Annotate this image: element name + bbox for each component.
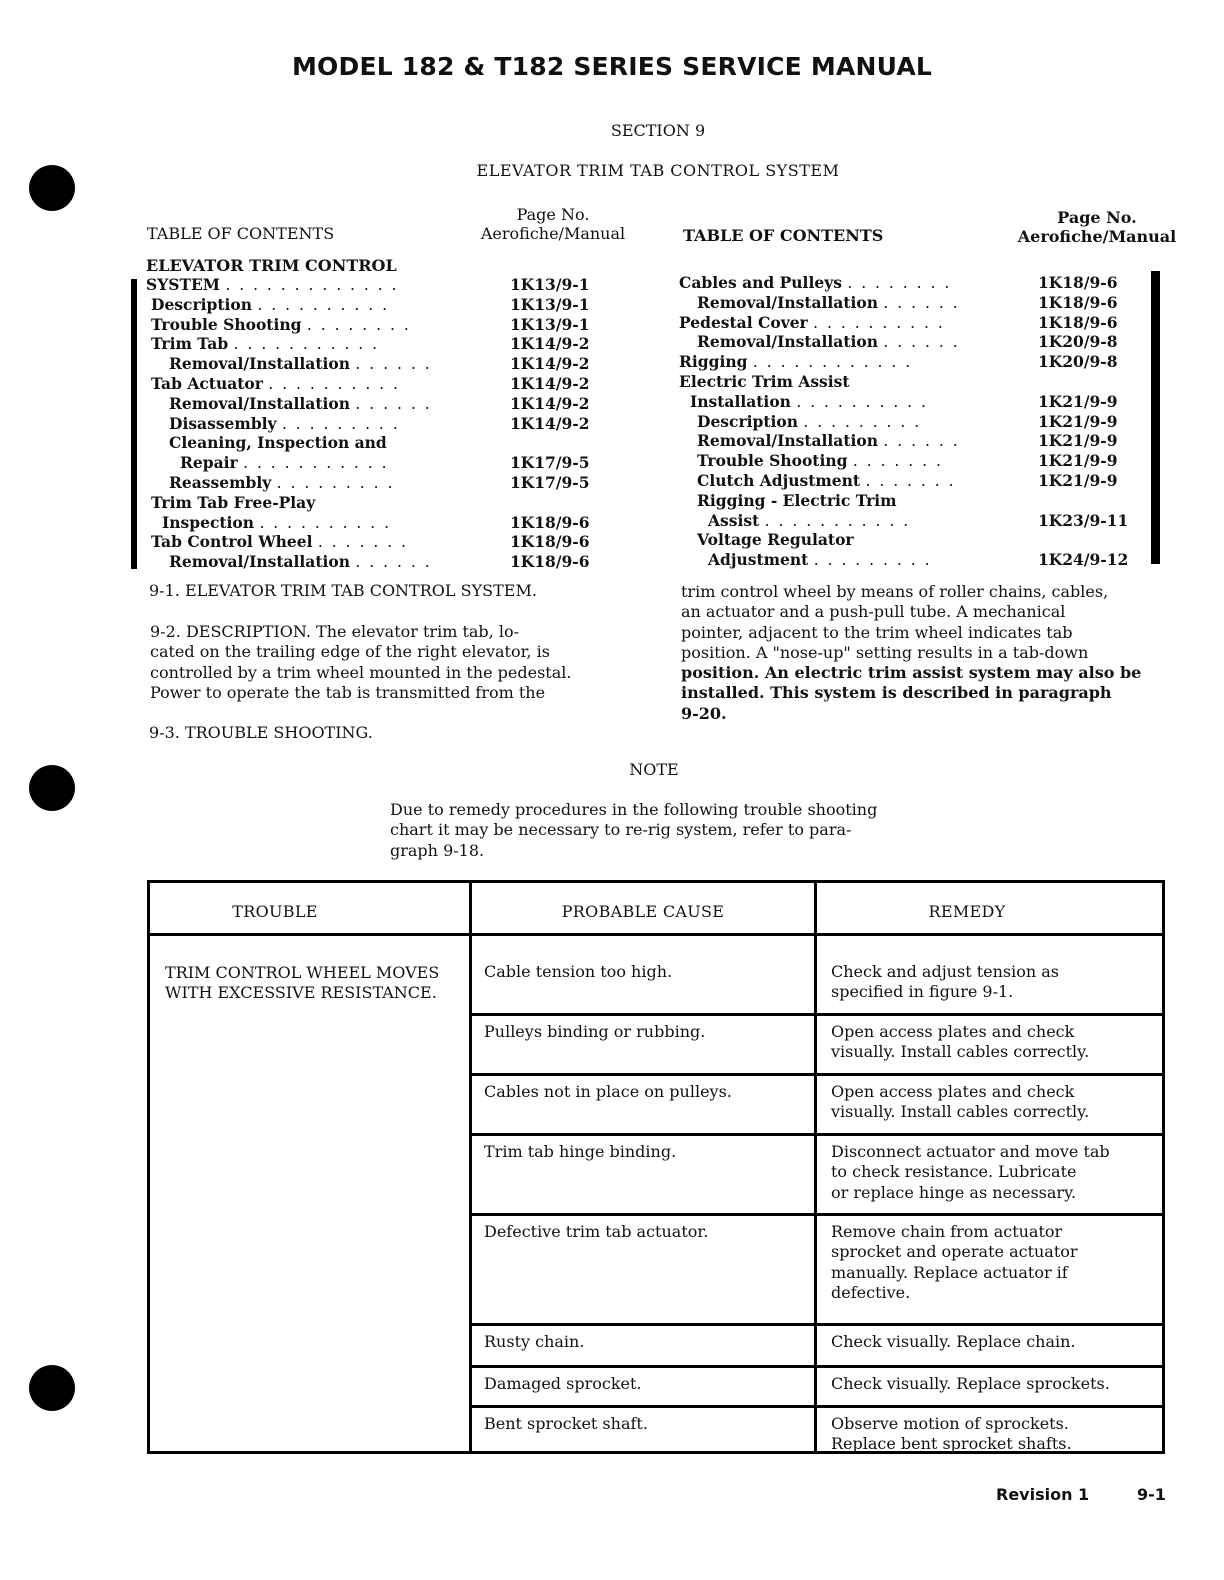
paragraph-line: Power to operate the tab is transmitted from the bbox=[150, 682, 546, 702]
paragraph-9-2 bbox=[150, 622, 571, 703]
toc-entry-label: Rigging - Electric Trim bbox=[697, 490, 897, 510]
table-header-probable-cause: PROBABLE CAUSE bbox=[561, 902, 725, 921]
toc-entry-label: Trouble Shooting bbox=[151, 314, 302, 334]
toc-entry bbox=[169, 414, 400, 434]
toc-leader-dots: . . . . . . . . . . . bbox=[764, 511, 911, 530]
toc-entry-page: 1K20/9-8 bbox=[1038, 352, 1118, 372]
toc-leader-dots: . . . . . . bbox=[883, 432, 960, 451]
toc-entry bbox=[697, 471, 956, 491]
toc-entry bbox=[169, 552, 432, 572]
note-line: chart it may be necessary to re-rig system, refer to para- bbox=[390, 820, 852, 840]
toc-entry-page: 1K14/9-2 bbox=[510, 413, 590, 433]
toc-leader-dots: . . . . . . . . . bbox=[813, 551, 932, 570]
toc-entry bbox=[679, 372, 850, 392]
paragraph-line: installed. This system is described in paragraph bbox=[681, 683, 1112, 703]
remedy-cell bbox=[831, 1082, 1089, 1123]
remedy-line: Replace bent sprocket shafts. bbox=[831, 1434, 1072, 1454]
paragraph-line: pointer, adjacent to the trim wheel indicates tab bbox=[681, 622, 1073, 642]
toc-leader-dots: . . . . . . . . . . . . . bbox=[225, 276, 399, 294]
remedy-line: Check visually. Replace chain. bbox=[831, 1332, 1076, 1351]
cause-line: Rusty chain. bbox=[484, 1332, 585, 1351]
remedy-line: visually. Install cables correctly. bbox=[831, 1042, 1090, 1062]
toc-entry bbox=[169, 433, 387, 453]
paragraph-9-2-continued bbox=[681, 582, 1141, 724]
toc-entry-label: Removal/Installation bbox=[697, 332, 879, 352]
toc-entry-page: 1K13/9-1 bbox=[510, 275, 590, 294]
toc-entry-label: Removal/Installation bbox=[697, 292, 879, 312]
toc-entry-page: 1K14/9-2 bbox=[510, 374, 590, 393]
remedy-line: Open access plates and check bbox=[831, 1022, 1075, 1041]
table-row-divider bbox=[469, 1133, 1162, 1136]
trouble-cell bbox=[165, 963, 439, 1004]
toc-entry-label: Assist bbox=[708, 510, 760, 530]
table-header-divider bbox=[150, 933, 1162, 936]
probable-cause-cell bbox=[484, 1142, 676, 1162]
remedy-cell bbox=[831, 1022, 1089, 1063]
toc-entry-label: Rigging bbox=[679, 352, 748, 372]
toc-entry bbox=[151, 532, 408, 552]
toc-entry bbox=[151, 295, 389, 315]
toc-entry-label: Tab Actuator bbox=[151, 374, 263, 393]
table-row-divider bbox=[469, 1365, 1162, 1368]
toc-group-title: ELEVATOR TRIM CONTROL bbox=[146, 256, 397, 275]
toc-entry-page: 1K23/9-11 bbox=[1038, 510, 1129, 530]
toc-entry-page: 1K21/9-9 bbox=[1038, 411, 1118, 431]
toc-leader-dots: . . . . . . . . bbox=[847, 274, 952, 292]
toc-entry-label: Trouble Shooting bbox=[697, 451, 848, 471]
paragraph-line: 9-2. DESCRIPTION. The elevator trim tab, lo- bbox=[150, 622, 519, 641]
toc-leader-dots: . . . . . . . . . . bbox=[257, 295, 390, 314]
remedy-line: sprocket and operate actuator bbox=[831, 1242, 1078, 1262]
page-heading-line1: Page No. bbox=[516, 205, 590, 224]
table-row-divider bbox=[469, 1323, 1162, 1326]
revision-bar-left bbox=[131, 279, 137, 569]
revision-bar-right bbox=[1151, 271, 1160, 564]
manual-title: MODEL 182 & T182 SERIES SERVICE MANUAL bbox=[291, 52, 933, 81]
remedy-line: to check resistance. Lubricate bbox=[831, 1162, 1077, 1182]
paragraph-9-1-heading: 9-1. ELEVATOR TRIM TAB CONTROL SYSTEM. bbox=[149, 581, 537, 600]
toc-entry-page: 1K21/9-9 bbox=[1038, 431, 1118, 451]
toc-entry bbox=[697, 332, 960, 352]
toc-entry-label: Removal/Installation bbox=[169, 393, 351, 413]
toc-entry-page: 1K18/9-6 bbox=[1038, 273, 1118, 292]
cause-line: Cables not in place on pulleys. bbox=[484, 1082, 732, 1101]
toc-entry-page: 1K21/9-9 bbox=[1038, 471, 1118, 490]
toc-leader-dots: . . . . . . . . . . bbox=[813, 313, 945, 332]
revision-label: Revision 1 bbox=[996, 1485, 1090, 1504]
toc-entry-page: 1K17/9-5 bbox=[510, 453, 590, 473]
remedy-line: manually. Replace actuator if bbox=[831, 1262, 1068, 1282]
note-line: graph 9-18. bbox=[390, 840, 485, 860]
remedy-cell bbox=[831, 1222, 1078, 1303]
remedy-line: Check and adjust tension as bbox=[831, 962, 1060, 981]
toc-entry bbox=[169, 394, 432, 414]
remedy-cell bbox=[831, 1414, 1072, 1455]
table-header-remedy: REMEDY bbox=[928, 902, 1006, 921]
toc-leader-dots: . . . . . . bbox=[355, 355, 432, 374]
cause-line: Pulleys binding or rubbing. bbox=[484, 1022, 706, 1041]
paragraph-line: cated on the trailing edge of the right elevator, is bbox=[150, 642, 550, 662]
toc-leader-dots: . . . . . . . . . bbox=[803, 412, 922, 431]
toc-entry-page: 1K14/9-2 bbox=[510, 354, 590, 374]
toc-entry bbox=[690, 392, 928, 412]
toc-entry-label: Description bbox=[697, 411, 799, 431]
toc-heading-right: TABLE OF CONTENTS bbox=[683, 226, 884, 245]
probable-cause-cell bbox=[484, 1414, 648, 1434]
toc-entry-label: Inspection bbox=[162, 512, 255, 532]
toc-entry-page: 1K13/9-1 bbox=[510, 314, 590, 334]
toc-entry bbox=[679, 273, 951, 293]
remedy-cell bbox=[831, 1142, 1110, 1203]
toc-leader-dots: . . . . . . . bbox=[852, 452, 943, 471]
binder-hole-bottom bbox=[29, 1365, 75, 1411]
toc-entry-page: 1K18/9-6 bbox=[510, 532, 590, 552]
page-number: 9-1 bbox=[1137, 1485, 1166, 1504]
remedy-line: specified in figure 9-1. bbox=[831, 982, 1014, 1002]
toc-entry-label: Removal/Installation bbox=[697, 431, 879, 451]
note-line: Due to remedy procedures in the following trouble shooting bbox=[390, 800, 878, 819]
toc-entry-label: Cables and Pulleys bbox=[679, 273, 842, 292]
toc-entry-label: Electric Trim Assist bbox=[679, 372, 850, 391]
paragraph-line: 9-20. bbox=[681, 703, 727, 723]
toc-entry bbox=[697, 451, 943, 471]
toc-entry-page: 1K17/9-5 bbox=[510, 473, 590, 492]
cause-line: Cable tension too high. bbox=[484, 962, 673, 981]
remedy-cell bbox=[831, 962, 1059, 1003]
toc-leader-dots: . . . . . . . . . . . bbox=[243, 454, 389, 473]
paragraph-line: trim control wheel by means of roller chains, cables, bbox=[681, 582, 1109, 601]
toc-entry bbox=[697, 530, 854, 550]
section-title: ELEVATOR TRIM TAB CONTROL SYSTEM bbox=[476, 161, 840, 180]
toc-entry-page: 1K14/9-2 bbox=[510, 393, 590, 413]
note-text bbox=[390, 800, 877, 861]
toc-entry-page: 1K18/9-6 bbox=[510, 552, 590, 572]
toc-leader-dots: . . . . . . . . . bbox=[276, 474, 395, 492]
toc-entry-label: Removal/Installation bbox=[169, 552, 351, 572]
toc-entry-page: 1K20/9-8 bbox=[1038, 332, 1118, 352]
toc-entry bbox=[151, 493, 315, 513]
toc-leader-dots: . . . . . . . . . . . . bbox=[752, 353, 913, 372]
probable-cause-cell bbox=[484, 1082, 732, 1102]
toc-page-heading-right bbox=[1015, 208, 1179, 246]
toc-entry-page: 1K18/9-6 bbox=[1038, 292, 1118, 312]
probable-cause-cell bbox=[484, 1222, 708, 1242]
toc-entry-label: Trim Tab Free-Play bbox=[151, 492, 316, 512]
cause-line: Damaged sprocket. bbox=[484, 1374, 642, 1393]
paragraph-line: an actuator and a push-pull tube. A mechanical bbox=[681, 602, 1066, 622]
remedy-line: Observe motion of sprockets. bbox=[831, 1414, 1069, 1433]
toc-entry-label: Clutch Adjustment bbox=[697, 471, 861, 490]
toc-leader-dots: . . . . . . . . . . bbox=[268, 375, 400, 393]
toc-entry-label: Cleaning, Inspection and bbox=[169, 433, 387, 453]
toc-entry bbox=[151, 334, 379, 354]
toc-entry bbox=[708, 511, 910, 531]
cause-line: Bent sprocket shaft. bbox=[484, 1414, 648, 1433]
toc-leader-dots: . . . . . . . . . . . bbox=[233, 335, 380, 354]
toc-entry-label: Adjustment bbox=[708, 550, 809, 570]
table-header-trouble: TROUBLE bbox=[232, 902, 318, 921]
toc-entry bbox=[151, 374, 400, 394]
probable-cause-cell bbox=[484, 1374, 642, 1394]
paragraph-line: position. An electric trim assist system may also be bbox=[681, 663, 1142, 683]
toc-leader-dots: . . . . . . bbox=[883, 333, 960, 352]
toc-leader-dots: . . . . . . bbox=[355, 553, 432, 572]
toc-entry-label: Tab Control Wheel bbox=[151, 532, 313, 552]
remedy-line: Check visually. Replace sprockets. bbox=[831, 1374, 1110, 1393]
toc-leader-dots: . . . . . . bbox=[883, 293, 960, 312]
toc-entry bbox=[162, 513, 391, 533]
cause-line: Trim tab hinge binding. bbox=[484, 1142, 677, 1161]
page-heading-line1: Page No. bbox=[1057, 208, 1137, 227]
probable-cause-cell bbox=[484, 962, 672, 982]
paragraph-9-3-heading: 9-3. TROUBLE SHOOTING. bbox=[149, 723, 373, 742]
toc-entry-page: 1K13/9-1 bbox=[510, 294, 590, 314]
page-heading-line2: Aerofiche/Manual bbox=[480, 224, 626, 243]
toc-entry bbox=[169, 354, 432, 374]
toc-entry-label: Removal/Installation bbox=[169, 354, 351, 374]
toc-entry-page: 1K14/9-2 bbox=[510, 334, 590, 354]
binder-hole-top bbox=[29, 165, 75, 211]
toc-entry-label: Pedestal Cover bbox=[679, 312, 808, 332]
table-row-divider bbox=[469, 1405, 1162, 1408]
toc-entry-label: Installation bbox=[690, 391, 791, 411]
toc-leader-dots: . . . . . . . . . bbox=[281, 414, 400, 433]
paragraph-line: controlled by a trim wheel mounted in the pedestal. bbox=[150, 662, 572, 682]
remedy-line: Remove chain from actuator bbox=[831, 1222, 1063, 1241]
toc-entry bbox=[697, 293, 960, 313]
toc-entry bbox=[697, 412, 921, 432]
toc-leader-dots: . . . . . . . bbox=[865, 472, 956, 490]
toc-leader-dots: . . . . . . . . . . bbox=[259, 513, 392, 532]
trouble-line: WITH EXCESSIVE RESISTANCE. bbox=[165, 983, 437, 1003]
section-number: SECTION 9 bbox=[610, 121, 706, 140]
toc-entry-page: 1K21/9-9 bbox=[1038, 391, 1118, 411]
toc-page-heading-left bbox=[470, 205, 636, 243]
table-row-divider bbox=[469, 1013, 1162, 1016]
remedy-line: visually. Install cables correctly. bbox=[831, 1102, 1090, 1122]
toc-entry bbox=[146, 275, 399, 295]
toc-entry-label: Reassembly bbox=[169, 473, 272, 492]
toc-entry bbox=[697, 431, 960, 451]
toc-entry-label: Voltage Regulator bbox=[697, 530, 854, 550]
toc-entry-page: 1K21/9-9 bbox=[1038, 451, 1118, 471]
toc-entry bbox=[180, 453, 389, 473]
toc-heading-left: TABLE OF CONTENTS bbox=[147, 224, 335, 243]
trouble-line: TRIM CONTROL WHEEL MOVES bbox=[165, 963, 440, 982]
toc-entry-label: Repair bbox=[180, 453, 238, 473]
toc-leader-dots: . . . . . . . . bbox=[306, 315, 411, 334]
toc-entry-label: Disassembly bbox=[169, 413, 277, 433]
remedy-cell bbox=[831, 1374, 1110, 1394]
toc-entry bbox=[708, 550, 932, 570]
probable-cause-cell bbox=[484, 1332, 584, 1352]
paragraph-line: position. A "nose-up" setting results in a tab-down bbox=[681, 642, 1089, 662]
toc-entry bbox=[697, 491, 897, 511]
toc-leader-dots: . . . . . . . . . . bbox=[796, 392, 928, 411]
remedy-line: Open access plates and check bbox=[831, 1082, 1075, 1101]
table-row-divider bbox=[469, 1073, 1162, 1076]
cause-line: Defective trim tab actuator. bbox=[484, 1222, 709, 1241]
toc-leader-dots: . . . . . . . bbox=[317, 533, 408, 552]
toc-entry-label: Description bbox=[151, 294, 253, 314]
toc-entry bbox=[679, 313, 945, 333]
remedy-line: defective. bbox=[831, 1282, 911, 1302]
remedy-line: Disconnect actuator and move tab bbox=[831, 1142, 1110, 1161]
toc-leader-dots: . . . . . . bbox=[355, 394, 432, 413]
page-heading-line2: Aerofiche/Manual bbox=[1017, 227, 1177, 246]
probable-cause-cell bbox=[484, 1022, 705, 1042]
toc-entry bbox=[679, 352, 912, 372]
toc-entry bbox=[151, 315, 411, 335]
toc-entry-page: 1K24/9-12 bbox=[1038, 550, 1129, 570]
toc-entry-label: Trim Tab bbox=[151, 334, 229, 354]
toc-entry-page: 1K18/9-6 bbox=[510, 512, 590, 532]
toc-entry-page: 1K18/9-6 bbox=[1038, 312, 1118, 332]
remedy-line: or replace hinge as necessary. bbox=[831, 1182, 1077, 1202]
table-row-divider bbox=[469, 1213, 1162, 1216]
trouble-shooting-table bbox=[147, 880, 1165, 1454]
toc-entry bbox=[169, 473, 394, 493]
toc-entry-label: SYSTEM bbox=[146, 275, 220, 294]
note-title: NOTE bbox=[629, 760, 679, 779]
remedy-cell bbox=[831, 1332, 1076, 1352]
